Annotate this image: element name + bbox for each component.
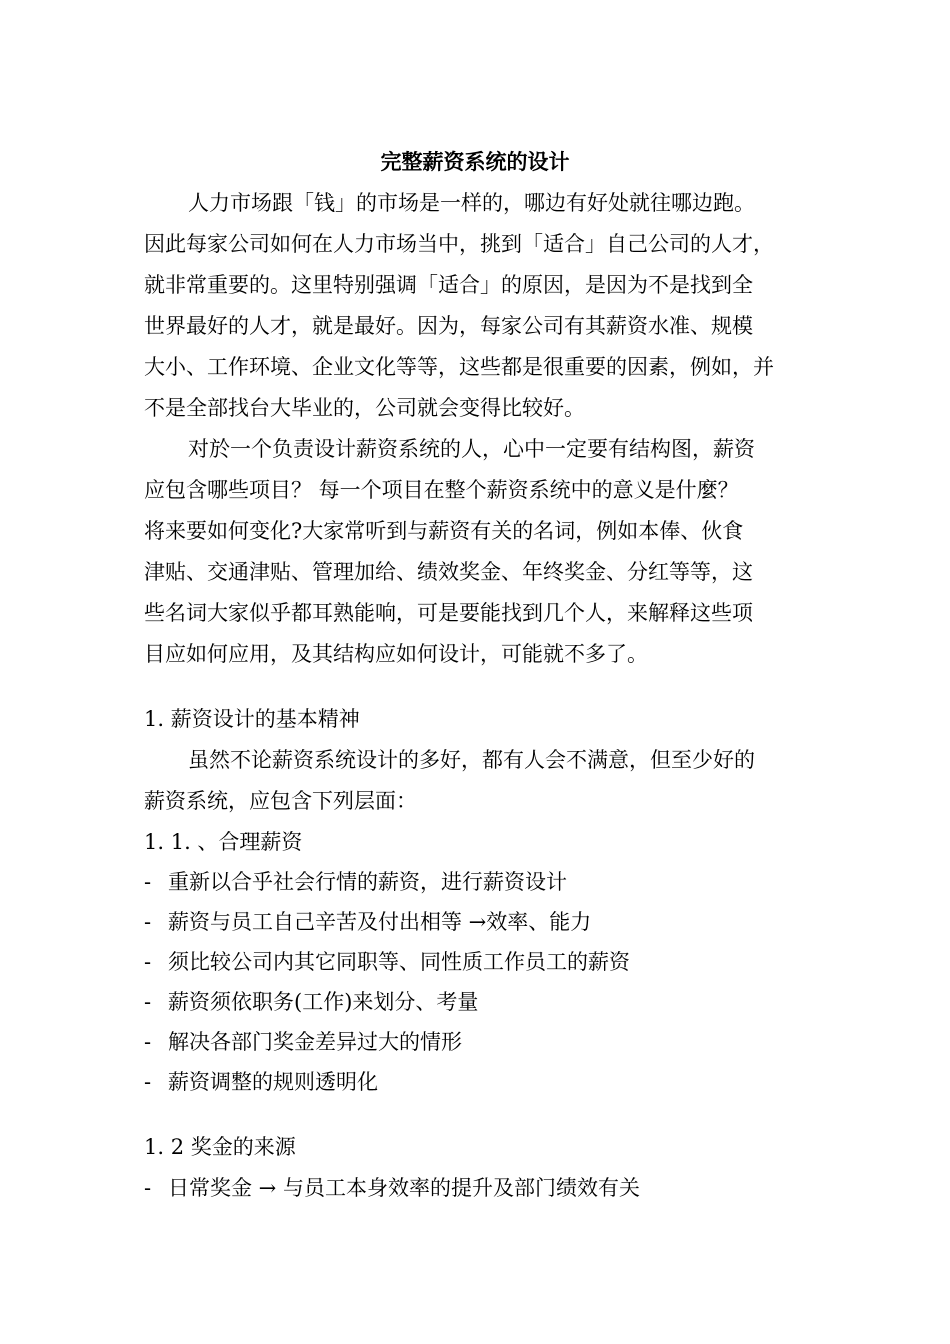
list-item — [144, 948, 630, 976]
list-item-text: 薪资须依职务(工作)来划分、考量 — [168, 990, 479, 1014]
section-1-2-heading: 1. 2 奖金的来源 — [144, 1135, 296, 1159]
paragraph-1-line-5: 大小、工作环境、企业文化等等，这些都是很重要的因素，例如，并 — [144, 355, 774, 379]
list-item-text: 薪资与员工自己辛苦及付出相等 →效率、能力 — [168, 910, 592, 934]
section-1-heading: 1. 薪资设计的基本精神 — [144, 707, 360, 731]
list-dash: - — [144, 950, 152, 974]
list-item — [144, 908, 591, 936]
paragraph-2-line-4: 津贴、交通津贴、管理加给、绩效奖金、年终奖金、分红等等，这 — [144, 560, 753, 584]
paragraph-1-line-1: 人力市场跟「钱」的市场是一样的，哪边有好处就往哪边跑。 — [188, 191, 755, 215]
list-dash: - — [144, 990, 152, 1014]
paragraph-2-line-1: 对於一个负责设计薪资系统的人，心中一定要有结构图，薪资 — [188, 437, 755, 461]
paragraph-1-line-4: 世界最好的人才，就是最好。因为，每家公司有其薪资水准、规模 — [144, 314, 753, 338]
list-item — [144, 1068, 378, 1096]
list-item-text: 须比较公司内其它同职等、同性质工作员工的薪资 — [168, 950, 630, 974]
paragraph-1-line-2: 因此每家公司如何在人力市场当中，挑到「适合」自己公司的人才， — [144, 232, 774, 256]
list-dash: - — [144, 1070, 152, 1094]
section-1-intro-line-1: 虽然不论薪资系统设计的多好，都有人会不满意，但至少好的 — [188, 748, 755, 772]
list-item — [144, 1174, 640, 1202]
list-item — [144, 868, 567, 896]
list-item — [144, 1028, 462, 1056]
list-item-text: 重新以合乎社会行情的薪资，进行薪资设计 — [168, 870, 567, 894]
list-item-text: 薪资调整的规则透明化 — [168, 1070, 378, 1094]
list-dash: - — [144, 1176, 152, 1200]
list-item-text: 解决各部门奖金差异过大的情形 — [168, 1030, 462, 1054]
list-dash: - — [144, 910, 152, 934]
paragraph-2-line-2: 应包含哪些项目？ 每一个项目在整个薪资系统中的意义是什麼？ — [144, 478, 739, 502]
list-dash: - — [144, 1030, 152, 1054]
paragraph-2-line-5: 些名词大家似乎都耳熟能响，可是要能找到几个人，来解释这些项 — [144, 601, 753, 625]
paragraph-1-line-3: 就非常重要的。这里特别强调「适合」的原因，是因为不是找到全 — [144, 273, 753, 297]
paragraph-1-line-6: 不是全部找台大毕业的，公司就会变得比较好。 — [144, 396, 585, 420]
section-1-1-heading: 1. 1. 、合理薪资 — [144, 830, 303, 854]
document-title: 完整薪资系统的设计 — [380, 149, 570, 174]
paragraph-2-line-6: 目应如何应用，及其结构应如何设计，可能就不多了。 — [144, 642, 648, 666]
list-dash: - — [144, 870, 152, 894]
list-item-text: 日常奖金 → 与员工本身效率的提升及部门绩效有关 — [168, 1176, 640, 1200]
section-1-intro-line-2: 薪资系统，应包含下列层面： — [144, 789, 417, 813]
paragraph-2-line-3: 将来要如何变化?大家常听到与薪资有关的名词，例如本俸、伙食 — [144, 519, 744, 543]
list-item — [144, 988, 478, 1016]
